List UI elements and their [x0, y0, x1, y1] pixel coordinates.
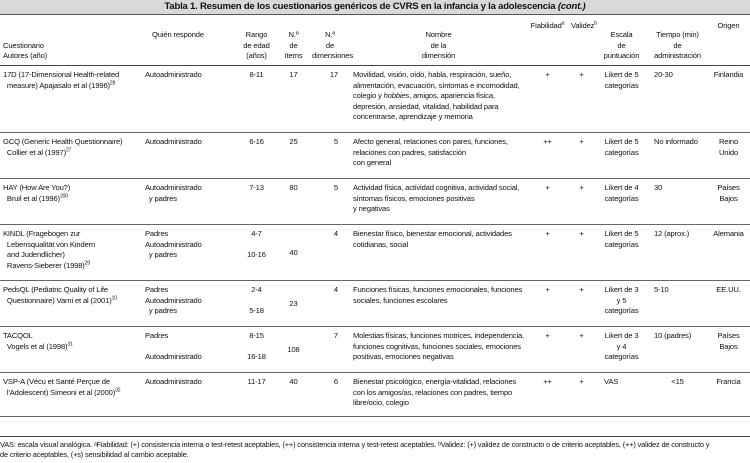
table-row	[0, 373, 750, 417]
cell-dimensions: 4	[309, 225, 350, 281]
cell-dimensions: 5	[309, 133, 350, 179]
cell-items: 40	[277, 373, 309, 417]
cell-dimension-names: Bienestar psicológico, energía-vitalidad, relaciones con los amigos/as, relaciones con padres, tiempo libre/ocio, colegio	[350, 373, 526, 417]
cell-origin: Finlandia	[706, 66, 750, 133]
cell-scale: Likert de 3 y 5 categorías	[594, 281, 648, 327]
cell-items: 23	[277, 281, 309, 327]
footnote-line-1: VAS: escala visual analógica. ᵃFiabilidad: (+) consistencia interna o test-retest aceptables, (++) consistencia interna y test-retest aceptables. ᵇValidez: (+) validez de constructo o de criterio aceptables, (++) validez de constructo y	[0, 440, 710, 449]
header-respondent: Quién responde	[142, 17, 235, 66]
cell-scale: Likert de 3 y 4 categorías	[594, 327, 648, 373]
cell-time: <15	[648, 373, 706, 417]
header-questionnaire: Cuestionario Autores (año)	[0, 17, 142, 66]
cell-age: 8-15 16-18	[235, 327, 277, 373]
cell-time: No informado	[648, 133, 706, 179]
table-row	[0, 281, 750, 327]
cell-validity: +	[568, 281, 594, 327]
cell-respondent: Autoadministrado	[142, 133, 235, 179]
header-dimension-name: Nombre de la dimensión	[350, 17, 526, 66]
cell-questionnaire: VSP-A (Vécu et Santé Perçue de l'Adolescent) Simeoni et al $(2000)^{32}$	[0, 373, 142, 417]
cell-respondent: Autoadministrado	[142, 66, 235, 133]
cell-origin: Países Bajos	[706, 179, 750, 225]
cell-validity: +	[568, 179, 594, 225]
header-scale: Escala de puntuación	[594, 17, 648, 66]
table-row	[0, 327, 750, 373]
cell-age: 8-11	[235, 66, 277, 133]
cell-time: 20-30	[648, 66, 706, 133]
cell-items: 108	[277, 327, 309, 373]
cell-items: 80	[277, 179, 309, 225]
header-items: N.º de ítems	[277, 17, 309, 66]
cell-age: 4-7 10-16	[235, 225, 277, 281]
cell-reliability: ++	[526, 133, 568, 179]
footnote-line-2: de criterio aceptables, (+s) sensibilidad al cambio aceptable.	[0, 450, 189, 460]
cell-questionnaire: HAY (How Are You?) Bruil et al $(1996)^{200}$	[0, 179, 142, 225]
table-row	[0, 133, 750, 179]
cell-dimension-names: Molestias físicas, funciones motrices, independencia, funciones cognitivas, funciones sociales, emociones positivas, emociones negativas	[350, 327, 526, 373]
cell-scale: VAS	[594, 373, 648, 417]
table-title-text: Tabla 1. Resumen de los cuestionarios genéricos de CVRS en la infancia y la adolescencia	[164, 1, 556, 12]
cell-reliability: +	[526, 225, 568, 281]
cell-age: 6-16	[235, 133, 277, 179]
cell-questionnaire: GCQ (Generic Health Questionnaire) Collier et al $(1997)^{27}$	[0, 133, 142, 179]
header-reliability: Fiabilidad$^a$	[526, 17, 568, 66]
header-dimensions: N.º de dimensiones	[309, 17, 350, 66]
header-validity: Validez$^b$	[568, 17, 594, 66]
cell-items: 40	[277, 225, 309, 281]
header-age: Rango de edad (años)	[235, 17, 277, 66]
cell-validity: +	[568, 373, 594, 417]
cell-questionnaire: 17D (17-Dimensional Health-related measure) Apajasalo et al $(1996)^{28}$	[0, 66, 142, 133]
cell-time: 5-10	[648, 281, 706, 327]
cell-scale: Likert de 5 categorías	[594, 133, 648, 179]
cell-origin: EE.UU.	[706, 281, 750, 327]
cell-reliability: +	[526, 66, 568, 133]
header-row	[0, 17, 750, 66]
cell-validity: +	[568, 133, 594, 179]
table-footnotes	[0, 436, 750, 461]
cell-dimension-names: Afecto general, relaciones con pares, funciones, relaciones con padres, satisfacción con general	[350, 133, 526, 179]
cell-validity: +	[568, 327, 594, 373]
cell-reliability: ++	[526, 373, 568, 417]
cell-dimensions: 6	[309, 373, 350, 417]
cell-scale: Likert de 4 categorías	[594, 179, 648, 225]
cell-dimensions: 4	[309, 281, 350, 327]
cell-respondent: Padres Autoadministrado y padres	[142, 281, 235, 327]
cell-questionnaire: TACQOL Vogels et al $(1998)^{31}$	[0, 327, 142, 373]
header-time: Tiempo (min) de administración	[648, 17, 706, 66]
cell-origin: Alemania	[706, 225, 750, 281]
table-title	[0, 0, 750, 15]
table-row	[0, 179, 750, 225]
table-row	[0, 225, 750, 281]
cell-items: 25	[277, 133, 309, 179]
cell-dimension-names: Bienestar físico, bienestar emocional, actividades cotidianas, social	[350, 225, 526, 281]
cell-respondent: Padres Autoadministrado y padres	[142, 225, 235, 281]
cell-respondent: Padres Autoadministrado	[142, 327, 235, 373]
cell-dimensions: 5	[309, 179, 350, 225]
cell-validity: +	[568, 66, 594, 133]
cell-validity: +	[568, 225, 594, 281]
cell-time: 30	[648, 179, 706, 225]
cell-respondent: Autoadministrado y padres	[142, 179, 235, 225]
cell-origin: Reino Unido	[706, 133, 750, 179]
cell-reliability: +	[526, 281, 568, 327]
cell-dimensions: 7	[309, 327, 350, 373]
cell-scale: Likert de 5 categorías	[594, 66, 648, 133]
cell-dimensions: 17	[309, 66, 350, 133]
cell-reliability: +	[526, 327, 568, 373]
table-row	[0, 66, 750, 133]
cell-age: 7-13	[235, 179, 277, 225]
questionnaire-table	[0, 17, 750, 417]
cell-dimension-names: Funciones físicas, funciones emocionales, funciones sociales, funciones escolares	[350, 281, 526, 327]
cell-questionnaire: PedsQL (Pediatric Quality of Life Questionnaire) Varni et al $(2001)^{10}$	[0, 281, 142, 327]
cell-questionnaire: KINDL (Fragebogen zur Lebensqualität von Kindern and Judendlicher) Ravens-Sieberer $(1998)^{29}$	[0, 225, 142, 281]
cell-age: 11-17	[235, 373, 277, 417]
cell-dimension-names: Actividad física, actividad cognitiva, actividad social, síntomas físicos, emociones positivas y negativas	[350, 179, 526, 225]
cell-dimension-names: Movilidad, visión, oído, habla, respiración, sueño, alimentación, evacuación, síntomas e incomodidad, colegio y hobbies, amigos, apariencia física, depresión, ansiedad, vitalidad, habilidad para concentrarse, aprendizaje y memoria	[350, 66, 526, 133]
cell-origin: Países Bajos	[706, 327, 750, 373]
cell-scale: Likert de 5 categorías	[594, 225, 648, 281]
cell-respondent: Autoadministrado	[142, 373, 235, 417]
cell-origin: Francia	[706, 373, 750, 417]
cell-time: 12 (aprox.)	[648, 225, 706, 281]
cell-time: 10 (padres)	[648, 327, 706, 373]
table-title-cont: (cont.)	[557, 1, 586, 12]
cell-items: 17	[277, 66, 309, 133]
cell-reliability: +	[526, 179, 568, 225]
cell-age: 2-4 5-18	[235, 281, 277, 327]
header-origin: Origen	[706, 17, 750, 66]
